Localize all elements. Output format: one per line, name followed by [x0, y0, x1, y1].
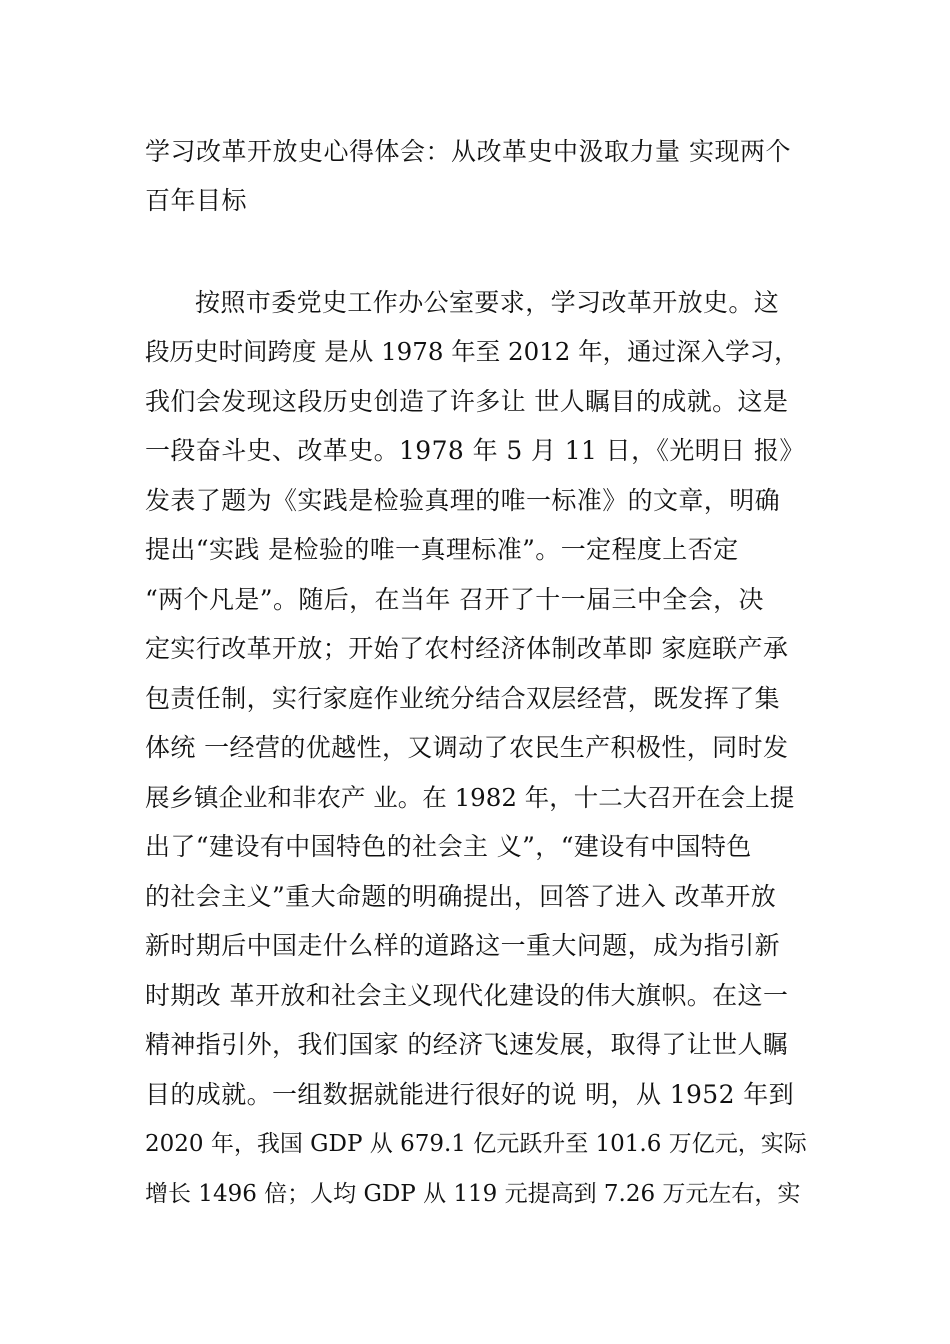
body-line-9: 包责任制，实行家庭作业统分结合双层经营，既发挥了集	[145, 684, 781, 713]
body-line-10: 体统 一经营的优越性，又调动了农民生产积极性，同时发	[145, 733, 789, 762]
body-line-14: 新时期后中国走什么样的道路这一重大问题，成为指引新	[145, 931, 781, 960]
body-line-3: 我们会发现这段历史创造了许多让 世人瞩目的成就。这是	[145, 387, 789, 416]
body-line-11: 展乡镇企业和非农产 业。在 1982 年，十二大召开在会上提	[145, 783, 795, 812]
body-line-6: 提出“实践 是检验的唯一真理标准”。一定程度上否定	[145, 535, 739, 564]
body-line-2: 段历史时间跨度 是从 1978 年至 2012 年，通过深入学习，	[145, 337, 799, 366]
body-line-1: 按照市委党史工作办公室要求，学习改革开放史。这	[195, 288, 780, 317]
body-line-17: 目的成就。一组数据就能进行很好的说 明，从 1952 年到	[145, 1080, 795, 1109]
title-line-2: 百年目标	[145, 186, 248, 215]
body-line-15: 时期改 革开放和社会主义现代化建设的伟大旗帜。在这一	[145, 981, 789, 1010]
body-line-18: 2020 年，我国 GDP 从 679.1 亿元跃升至 101.6 万亿元，实际	[145, 1131, 807, 1157]
body-line-13: 的社会主义”重大命题的明确提出，回答了进入 改革开放	[145, 882, 777, 911]
body-line-8: 定实行改革开放；开始了农村经济体制改革即 家庭联产承	[145, 634, 789, 663]
body-line-5: 发表了题为《实践是检验真理的唯一标准》的文章，明确	[145, 486, 781, 515]
body-line-16: 精神指引外，我们国家 的经济飞速发展，取得了让世人瞩	[145, 1030, 789, 1059]
body-line-4: 一段奋斗史、改革史。1978 年 5 月 11 日，《光明日 报》	[145, 436, 805, 465]
title-line-1: 学习改革开放史心得体会：从改革史中汲取力量 实现两个	[145, 137, 791, 166]
body-line-12: 出了“建设有中国特色的社会主 义”，“建设有中国特色	[145, 832, 752, 861]
body-line-7: “两个凡是”。随后，在当年 召开了十一届三中全会，决	[145, 585, 764, 614]
body-line-19: 增长 1496 倍；人均 GDP 从 119 元提高到 7.26 万元左右，实	[145, 1181, 801, 1207]
